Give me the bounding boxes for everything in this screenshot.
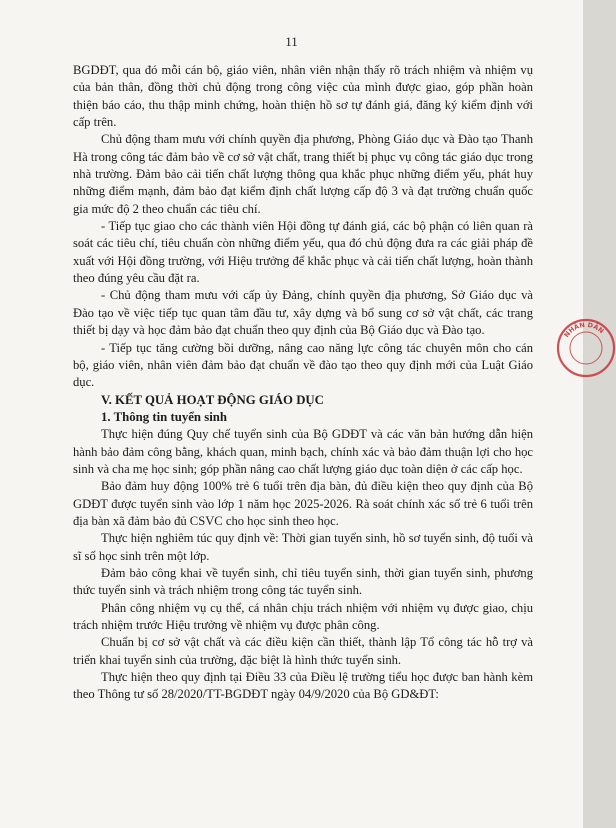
red-seal-stamp: [556, 318, 616, 378]
paragraph: Thực hiện nghiêm túc quy định về: Thời gian tuyển sinh, hồ sơ tuyển sinh, độ tuổi và sĩ số học sinh trên một lớp.: [73, 531, 533, 563]
document-body: [73, 62, 533, 704]
paragraph: Thực hiện đúng Quy chế tuyển sinh của Bộ GDĐT và các văn bản hướng dẫn hiện hành bảo đảm công bằng, khách quan, minh bạch, chính xác và bảo đảm thuận lợi cho học sinh và cha mẹ học sinh; góp phần nâng cao chất lượng giáo dục toàn diện ở các cấp học.: [73, 427, 533, 476]
paragraph: - Tiếp tục giao cho các thành viên Hội đồng tự đánh giá, các bộ phận có liên quan rà soát các tiêu chí, tiêu chuẩn còn những điểm yếu, qua đó chủ động đưa ra các giải pháp đề xuất với Hội đồng trường, với Hiệu trưởng để khắc phục và cải tiến chất lượng, hoàn thành theo đúng yêu cầu đặt ra.: [73, 219, 533, 286]
paragraph: - Tiếp tục tăng cường bồi dưỡng, nâng cao năng lực công tác chuyên môn cho cán bộ, giáo viên, nhân viên đảm bảo đạt chuẩn về đào tạo theo quy định mới của Luật Giáo dục.: [73, 340, 533, 390]
page-number: 11: [285, 34, 298, 49]
paragraph: Thực hiện theo quy định tại Điều 33 của Điều lệ trường tiểu học được ban hành kèm theo Thông tư số 28/2020/TT-BGDĐT ngày 04/9/2020 của Bộ GD&ĐT:: [73, 670, 533, 702]
paragraph: Phân công nhiệm vụ cụ thể, cá nhân chịu trách nhiệm với nhiệm vụ được giao, chịu trách nhiệm trước Hiệu trưởng về nhiệm vụ được phân công.: [73, 600, 533, 632]
paragraph: - Chủ động tham mưu với cấp ủy Đảng, chính quyền địa phương, Sở Giáo dục và Đào tạo về việc tiếp tục quan tâm đầu tư, xây dựng và bổ sung cơ sở vật chất, các trang thiết bị dạy và học đảm bảo đạt chuẩn theo quy định của Bộ Giáo dục và Đào tạo.: [73, 288, 533, 338]
section-heading: V. KẾT QUẢ HOẠT ĐỘNG GIÁO DỤC: [101, 392, 324, 407]
svg-text:NHÂN DÂN: NHÂN DÂN: [562, 320, 606, 339]
paragraph: Bảo đảm huy động 100% trẻ 6 tuổi trên địa bàn, đủ điều kiện theo quy định của Bộ GDĐT được tuyển sinh vào lớp 1 năm học 2025-2026. Rà soát chính xác số trẻ 6 tuổi trên địa bàn xã đảm bảo đủ CSVC cho học sinh theo học.: [73, 479, 533, 528]
paragraph: BGDĐT, qua đó mỗi cán bộ, giáo viên, nhân viên nhận thấy rõ trách nhiệm và nhiệm vụ của bản thân, đồng thời chủ động trong công việc của mình được giao, góp phần hoàn thiện báo cáo, thu thập minh chứng, hoàn thiện hồ sơ tự đánh giá, đăng ký kiểm định với cấp trên.: [73, 63, 533, 130]
paragraph: Chuẩn bị cơ sở vật chất và các điều kiện cần thiết, thành lập Tổ công tác hỗ trợ và triển khai tuyển sinh của trường, đặc biệt là hình thức tuyển sinh.: [73, 635, 533, 667]
paragraph: Đảm bảo công khai về tuyển sinh, chỉ tiêu tuyển sinh, thời gian tuyển sinh, phương thức tuyển sinh và trách nhiệm trong công tác tuyển sinh.: [73, 565, 533, 598]
paragraph: Chủ động tham mưu với chính quyền địa phương, Phòng Giáo dục và Đào tạo Thanh Hà trong công tác đảm bảo về cơ sở vật chất, trang thiết bị phục vụ công tác giáo dục trong nhà trường. Đảm bảo cải tiến chất lượng thông qua khắc phục những điểm yếu, phát huy những điểm mạnh, đảm bảo đạt kiểm định chất lượng cấp độ 3 và đạt trường chuẩn quốc gia mức độ 2 theo chuẩn các tiêu chí.: [73, 132, 533, 216]
subsection-heading: 1. Thông tin tuyển sinh: [101, 409, 228, 424]
